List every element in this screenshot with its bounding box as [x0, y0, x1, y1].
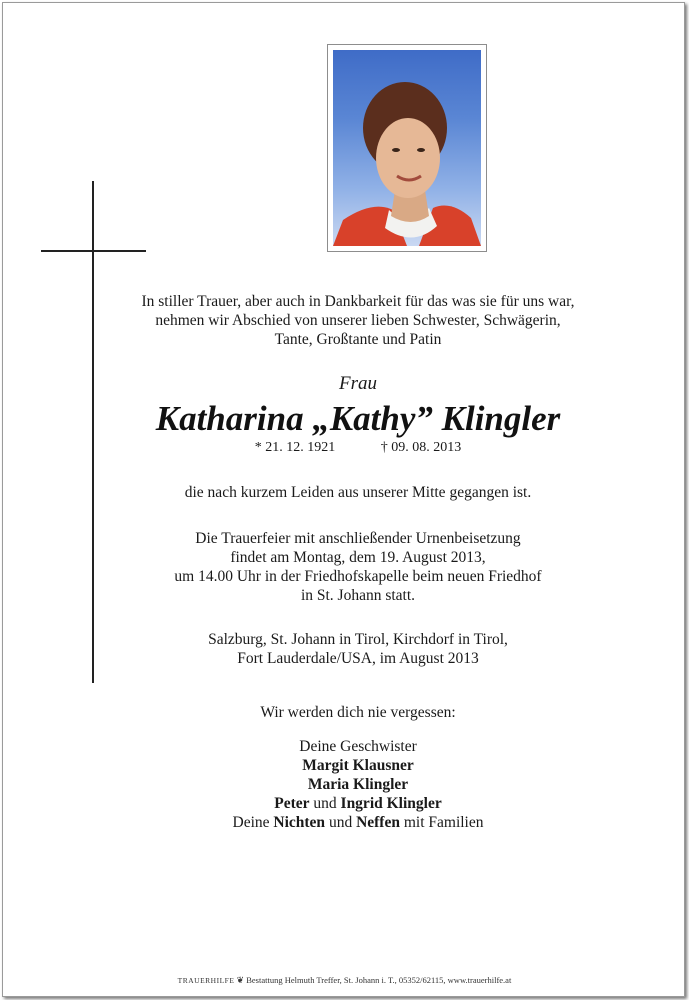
- portrait-photo: [333, 50, 481, 246]
- flourish-icon: ❦: [236, 975, 245, 985]
- family-text: mit Familien: [403, 814, 484, 831]
- siblings-label: Deine Geschwister: [299, 738, 417, 755]
- conjunction: und: [328, 814, 353, 831]
- family-list: [100, 737, 616, 832]
- portrait-image: [333, 50, 481, 246]
- ceremony-line: in St. Johann statt.: [300, 587, 416, 604]
- family-member: Maria Klingler: [307, 776, 409, 793]
- family-member: Peter: [274, 795, 310, 812]
- family-member: Nichten: [273, 814, 326, 831]
- portrait-frame: [327, 44, 487, 252]
- intro-line: nehmen wir Abschied von unserer lieben Schwester, Schwägerin,: [155, 312, 561, 329]
- family-member-couple: [100, 794, 616, 813]
- salutation: Frau: [339, 373, 377, 394]
- places-line: Fort Lauderdale/USA, im August 2013: [237, 650, 479, 667]
- ceremony-text: [100, 529, 616, 605]
- family-member: Neffen: [356, 814, 400, 831]
- extended-family-line: [100, 813, 616, 832]
- places-text: [100, 630, 616, 668]
- family-member: Ingrid Klingler: [340, 795, 442, 812]
- places-line: Salzburg, St. Johann in Tirol, Kirchdorf in Tirol,: [208, 631, 508, 648]
- family-text: Deine: [232, 814, 270, 831]
- death-date: † 09. 08. 2013: [380, 440, 462, 455]
- footer: [0, 975, 689, 986]
- deceased-name: Katharina „Kathy” Klingler: [155, 399, 561, 438]
- farewell-text: Wir werden dich nie vergessen:: [260, 704, 456, 721]
- footer-text: Bestattung Helmuth Treffer, St. Johann i. T., 05352/62115, www.trauerhilfe.at: [246, 975, 512, 985]
- birth-date: * 21. 12. 1921: [254, 440, 336, 455]
- ceremony-line: findet am Montag, dem 19. August 2013,: [230, 549, 486, 566]
- passing-text: die nach kurzem Leiden aus unserer Mitte gegangen ist.: [184, 484, 532, 501]
- footer-brand: TRAUERHILFE: [177, 976, 235, 985]
- intro-line: Tante, Großtante und Patin: [274, 331, 442, 348]
- cross-icon-bar: [41, 250, 146, 252]
- conjunction: und: [313, 795, 337, 812]
- family-member: Margit Klausner: [302, 757, 414, 774]
- intro-text: [100, 292, 616, 349]
- ceremony-line: um 14.00 Uhr in der Friedhofskapelle beim neuen Friedhof: [174, 568, 542, 585]
- intro-line: In stiller Trauer, aber auch in Dankbarkeit für das was sie für uns war,: [141, 293, 575, 310]
- ceremony-line: Die Trauerfeier mit anschließender Urnenbeisetzung: [195, 530, 521, 547]
- life-dates: [100, 440, 616, 456]
